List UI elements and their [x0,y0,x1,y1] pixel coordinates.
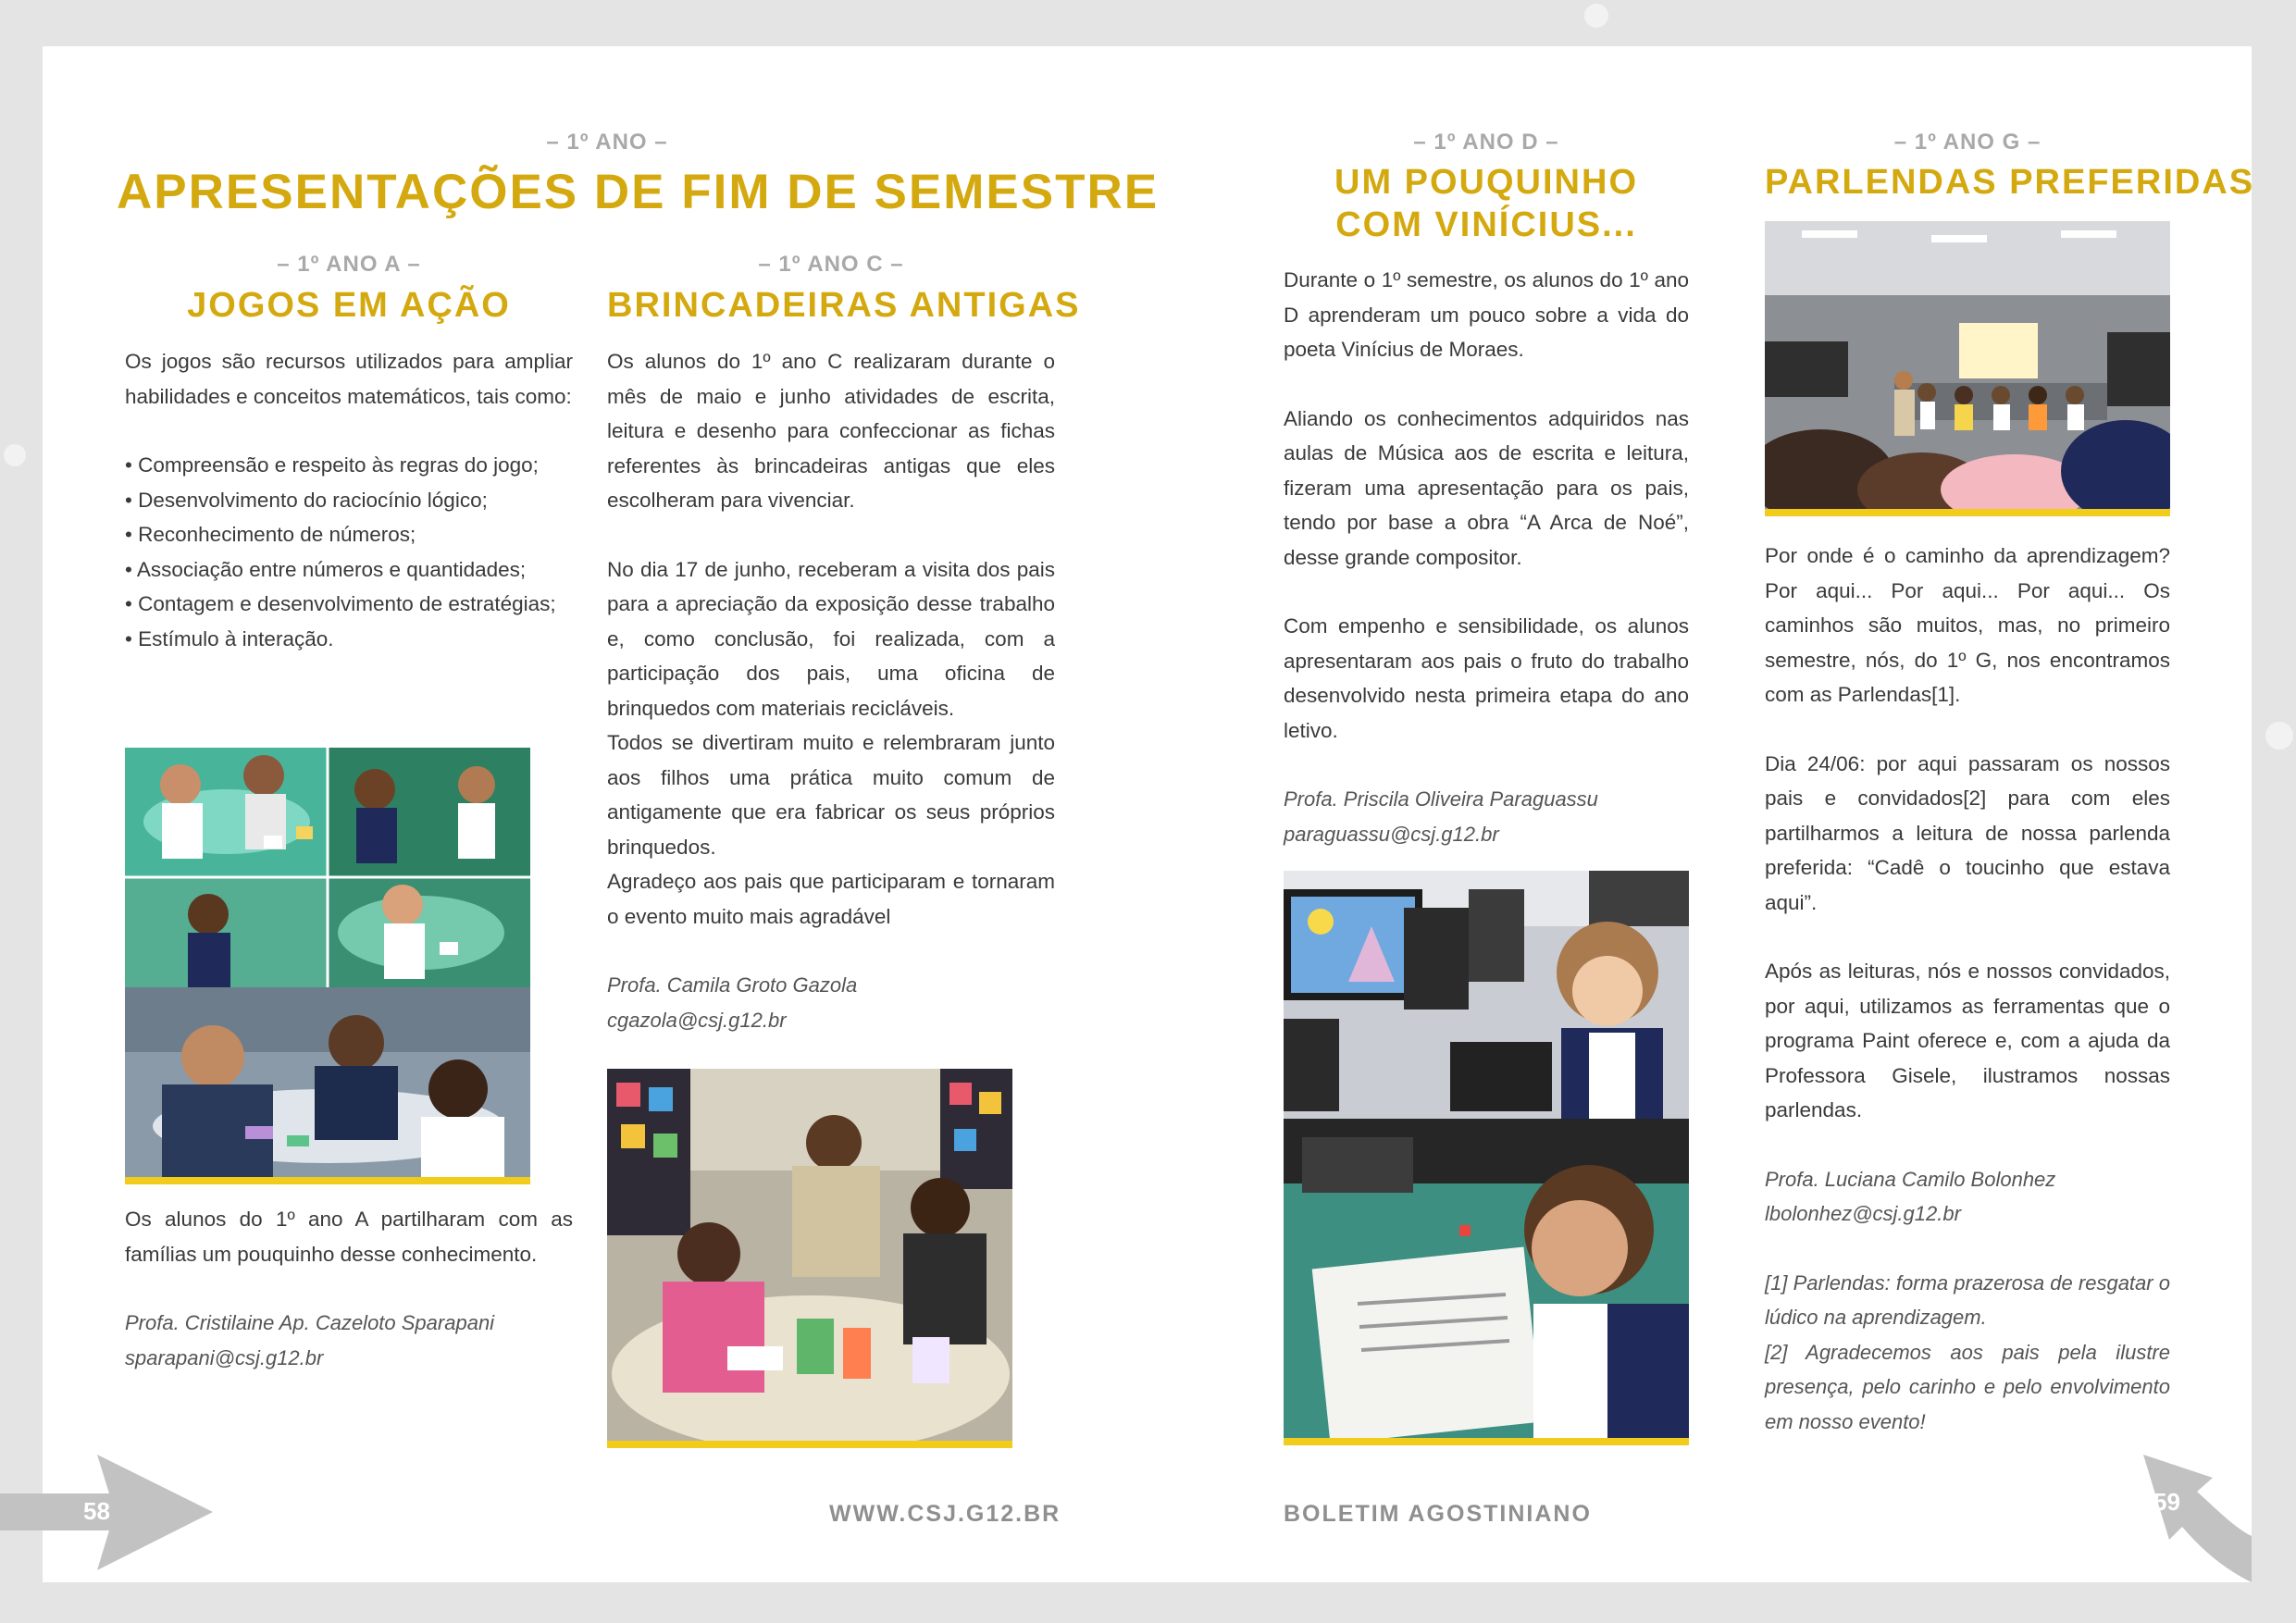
article-kicker: – 1º ANO G – [1893,130,2042,155]
photo-toy-workshop [607,1069,1012,1441]
article-paragraph: Dia 24/06: por aqui passaram os nossos pais e convidados[2] para com eles partilharmos a leitura de nossa parlenda preferida: “Cadê o toucinho que estava aqui”. [1765,751,2177,914]
article-title: JOGOS EM AÇÃO [187,286,511,325]
article-intro: Os jogos são recursos utilizados para ampliar habilidades e conceitos matemáticos, tais como: [125,350,579,408]
article-1c [607,252,1081,1037]
article-paragraph: Após as leituras, nós e nossos convidados, por aqui, utilizamos as ferramentas que o programa Paint oferece e, com a ajuda da Professora Gisele, ilustramos nossas parlendas. [1765,960,2177,1121]
section-kicker: – 1º ANO – [546,130,668,155]
article-signature: Profa. Luciana Camilo Bolonhez lbolonhez@csj.g12.br [1765,1167,2056,1225]
photo-class-presentation [1765,221,2170,509]
article-1g-body [1765,539,2177,1439]
photo-boy-reading [1284,1119,1689,1438]
decor-bubble [2265,722,2293,750]
page-arrow-right-icon [2125,1455,2252,1582]
article-1a [125,252,579,656]
photo-students-playing-games [125,748,530,988]
decor-bubble [4,444,26,466]
article-title: COM VINÍCIUS... [1335,205,1637,244]
article-footnotes: [1] Parlendas: forma prazerosa de resgatar o lúdico na aprendizagem. [2] Agradecemos aos pais pela ilustre presença, pelo carinho e pelo envolvimento em nosso evento! [1765,1270,2170,1433]
article-paragraph: Durante o 1º semestre, os alunos do 1º ano D aprenderam um pouco sobre a vida do poeta Vinícius de Moraes. [1284,268,1695,361]
article-title: UM POUQUINHO [1334,163,1638,202]
article-paragraph: Com empenho e sensibilidade, os alunos apresentaram aos pais o fruto do trabalho desenvolvido nesta primeira etapa do ano letivo. [1284,614,1695,742]
photo-accent-bar [125,1177,530,1184]
section-title: APRESENTAÇÕES DE FIM DE SEMESTRE [117,165,1160,219]
page-number: 59 [2153,1488,2180,1516]
article-signature: Profa. Priscila Oliveira Paraguassu paraguassu@csj.g12.br [1284,787,1598,846]
article-title: BRINCADEIRAS ANTIGAS [607,286,1081,325]
article-kicker: – 1º ANO C – [758,252,904,277]
article-title: PARLENDAS PREFERIDAS [1765,163,2255,202]
decor-bubble [1584,4,1608,28]
footer-publication: BOLETIM AGOSTINIANO [1284,1501,1592,1527]
article-paragraph: Os alunos do 1º ano C realizaram durante o mês de maio e junho atividades de escrita, leitura e desenho para confeccionar as fichas referentes às brincadeiras antigas que eles escolheram para vivenciar. [607,350,1061,512]
photo-accent-bar [1765,509,2170,516]
page-number: 58 [83,1497,110,1525]
article-paragraph: Todos se divertiram muito e relembraram junto aos filhos uma prática muito comum de antigamente que era fabricar os seus próprios brinquedos. [607,731,1061,859]
photo-girl-at-computer [1284,871,1689,1119]
photo-parent-and-children [125,987,530,1177]
article-1d [1284,130,1695,851]
magazine-spread [43,46,2255,1582]
article-kicker: – 1º ANO A – [277,252,421,277]
article-paragraph: Agradeço aos pais que participaram e tornaram o evento muito mais agradável [607,870,1061,928]
footer-url: WWW.CSJ.G12.BR [829,1501,1061,1527]
article-paragraph: No dia 17 de junho, receberam a visita dos pais para a apreciação da exposição desse trabalho e, como conclusão, foi realizada, com a participação dos pais, uma oficina de brinquedos com materiais recicláveis. [607,557,1061,720]
article-1g [1765,130,2255,204]
article-signature: Profa. Cristilaine Ap. Cazeloto Sparapani sparapani@csj.g12.br [125,1311,495,1369]
photo-accent-bar [607,1441,1012,1448]
article-kicker: – 1º ANO D – [1413,130,1559,155]
article-paragraph: Aliando os conhecimentos adquiridos nas aulas de Música aos de escrita e leitura, fizeram uma apresentação para os pais, tendo por base a obra “A Arca de Noé”, desse grande compositor. [1284,406,1695,569]
article-1a-closing [125,1202,579,1375]
article-signature: Profa. Camila Groto Gazola cgazola@csj.g12.br [607,973,858,1032]
article-bullets: • Compreensão e respeito às regras do jogo; • Desenvolvimento do raciocínio lógico; • Reconhecimento de números; • Associação entre números e quantidades; • Contagem e desenvolvimento de estratégias; • Estímulo à interação. [125,453,556,650]
photo-accent-bar [1284,1438,1689,1445]
article-paragraph: Por onde é o caminho da aprendizagem? Por aqui... Por aqui... Por aqui... Os caminhos são muitos, mas, no primeiro semestre, nós, do 1º G, nos encontramos com as Parlendas[1]. [1765,544,2177,706]
article-closing: Os alunos do 1º ano A partilharam com as famílias um pouquinho desse conhecimento. [125,1208,579,1266]
